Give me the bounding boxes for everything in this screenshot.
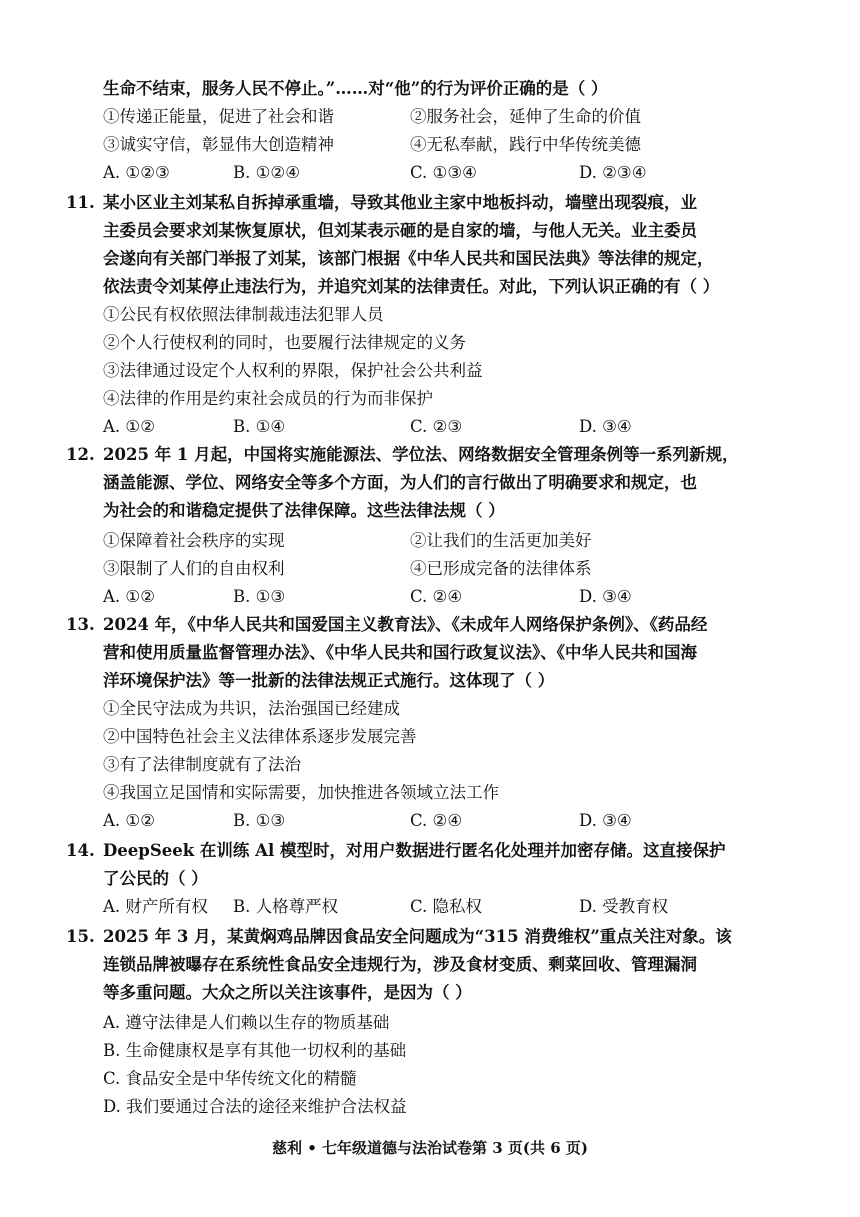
- q13-statement-2: ②中国特色社会主义法律体系逐步发展完善: [103, 727, 417, 746]
- q15-option-d[interactable]: D. 我们要通过合法的途径来维护合法权益: [103, 1097, 407, 1116]
- q10-stem-line: 生命不结束，服务人民不停止。”……对“他”的行为评价正确的是（ ）: [103, 79, 608, 98]
- q11-option-a[interactable]: A. ①②: [103, 417, 155, 436]
- q11-option-b[interactable]: B. ①④: [233, 417, 286, 436]
- q11-number: 11.: [66, 193, 95, 212]
- q13-statement-3: ③有了法律制度就有了法治: [103, 755, 301, 774]
- q10-option-a[interactable]: A. ①②③: [103, 163, 170, 182]
- q12-stem-line-3: 为社会的和谐稳定提供了法律保障。这些法律法规（ ）: [103, 501, 505, 520]
- q12-statement-1: ①保障着社会秩序的实现: [103, 531, 285, 550]
- q11-statement-1: ①公民有权依照法律制裁违法犯罪人员: [103, 305, 384, 324]
- q14-option-b[interactable]: B. 人格尊严权: [233, 897, 339, 916]
- q15-option-b[interactable]: B. 生命健康权是享有其他一切权利的基础: [103, 1041, 407, 1060]
- q14-option-d[interactable]: D. 受教育权: [579, 897, 669, 916]
- q11-stem-line-3: 会遂向有关部门举报了刘某，该部门根据《中华人民共和国民法典》等法律的规定，: [103, 249, 714, 268]
- q14-stem-line-1: DeepSeek 在训练 Al 模型时，对用户数据进行匿名化处理并加密存储。这直接保护: [103, 841, 726, 860]
- q13-statement-1: ①全民守法成为共识，法治强国已经建成: [103, 699, 400, 718]
- q12-statement-2: ②让我们的生活更加美好: [410, 531, 592, 550]
- q12-statement-4: ④已形成完备的法律体系: [410, 559, 592, 578]
- q14-stem-line-2: 了公民的（ ）: [103, 869, 208, 888]
- q12-number: 12.: [66, 445, 95, 464]
- q14-option-c[interactable]: C. 隐私权: [410, 897, 483, 916]
- q12-statement-3: ③限制了人们的自由权利: [103, 559, 285, 578]
- q13-stem-line-2: 营和使用质量监督管理办法》、《中华人民共和国行政复议法》、《中华人民共和国海: [103, 643, 697, 662]
- q15-stem-line-2: 连锁品牌被曝存在系统性食品安全违规行为，涉及食材变质、剩菜回收、管理漏洞: [103, 955, 697, 974]
- q14-option-a[interactable]: A. 财产所有权: [103, 897, 208, 916]
- q13-number: 13.: [66, 615, 95, 634]
- q13-option-b[interactable]: B. ①③: [233, 811, 286, 830]
- q14-number: 14.: [66, 841, 95, 860]
- q12-option-d[interactable]: D. ③④: [579, 587, 632, 606]
- q13-option-c[interactable]: C. ②④: [410, 811, 463, 830]
- q12-option-c[interactable]: C. ②④: [410, 587, 463, 606]
- q13-option-a[interactable]: A. ①②: [103, 811, 155, 830]
- q10-statement-2: ②服务社会，延伸了生命的价值: [410, 107, 641, 126]
- q13-option-d[interactable]: D. ③④: [579, 811, 632, 830]
- q12-stem-line-1: 2025 年 1 月起，中国将实施能源法、学位法、网络数据安全管理条例等一系列新规，: [103, 445, 739, 464]
- q13-stem-line-1: 2024 年，《中华人民共和国爱国主义教育法》、《未成年人网络保护条例》、《药品经: [103, 615, 708, 634]
- q11-statement-2: ②个人行使权利的同时，也要履行法律规定的义务: [103, 333, 466, 352]
- q13-stem-line-3: 洋环境保护法》等一批新的法律法规正式施行。这体现了（ ）: [103, 671, 555, 690]
- q13-statement-4: ④我国立足国情和实际需要，加快推进各领域立法工作: [103, 783, 499, 802]
- q10-option-b[interactable]: B. ①②④: [233, 163, 300, 182]
- q10-statement-3: ③诚实守信，彰显伟大创造精神: [103, 135, 334, 154]
- q11-statement-4: ④法律的作用是约束社会成员的行为而非保护: [103, 389, 433, 408]
- q15-option-a[interactable]: A. 遵守法律是人们赖以生存的物质基础: [103, 1013, 390, 1032]
- q15-number: 15.: [66, 927, 95, 946]
- q10-statement-1: ①传递正能量，促进了社会和谐: [103, 107, 334, 126]
- q15-stem-line-1: 2025 年 3 月，某黄焖鸡品牌因食品安全问题成为“315 消费维权”重点关注对象。该: [103, 927, 732, 946]
- page-footer: 慈利 • 七年级道德与法治试卷第 3 页(共 6 页): [272, 1139, 588, 1157]
- q11-statement-3: ③法律通过设定个人权利的界限，保护社会公共利益: [103, 361, 483, 380]
- q11-option-c[interactable]: C. ②③: [410, 417, 463, 436]
- q12-stem-line-2: 涵盖能源、学位、网络安全等多个方面，为人们的言行做出了明确要求和规定，也: [103, 473, 697, 492]
- q10-option-c[interactable]: C. ①③④: [410, 163, 477, 182]
- q15-option-c[interactable]: C. 食品安全是中华传统文化的精髓: [103, 1069, 357, 1088]
- q11-option-d[interactable]: D. ③④: [579, 417, 632, 436]
- q12-option-b[interactable]: B. ①③: [233, 587, 286, 606]
- q11-stem-line-4: 依法责令刘某停止违法行为，并追究刘某的法律责任。对此，下列认识正确的有（ ）: [103, 277, 720, 296]
- q11-stem-line-2: 主委员会要求刘某恢复原状，但刘某表示砸的是自家的墙，与他人无关。业主委员: [103, 221, 697, 240]
- q12-option-a[interactable]: A. ①②: [103, 587, 155, 606]
- q10-statement-4: ④无私奉献，践行中华传统美德: [410, 135, 641, 154]
- q15-stem-line-3: 等多重问题。大众之所以关注该事件，是因为（ ）: [103, 983, 472, 1002]
- q11-stem-line-1: 某小区业主刘某私自拆掉承重墙，导致其他业主家中地板抖动，墙壁出现裂痕，业: [103, 193, 697, 212]
- q10-option-d[interactable]: D. ②③④: [579, 163, 647, 182]
